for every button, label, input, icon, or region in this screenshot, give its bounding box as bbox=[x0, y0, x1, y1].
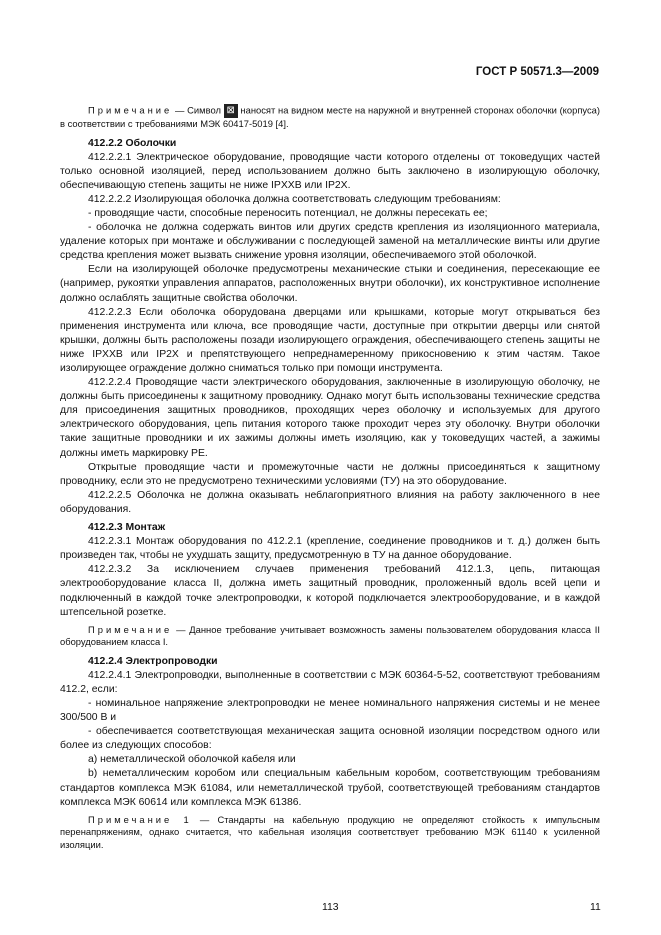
paragraph: a) неметаллической оболочкой кабеля или bbox=[88, 754, 296, 766]
paragraph: 412.2.2.2 Изолирующая оболочка должна соответствовать следующим требованиям: bbox=[88, 193, 501, 205]
document-body bbox=[60, 100, 600, 857]
paragraph: - проводящие части, способные переносить потенциал, не должны пересекать ее; bbox=[88, 207, 488, 219]
page-number: 113 bbox=[322, 902, 339, 913]
paragraph: b) неметаллическим коробом или специальным кабельным коробом, соответствующим требованиям стандартов комплекса МЭК 61084, или неметаллической трубой, соответствующей требованиям стандартов комплекса МЭК 60614 или комплекса МЭК 61386. bbox=[60, 768, 600, 808]
note: Примечание 1 — Стандарты на кабельную продукцию не определяют стойкость к импульсным перенапряжениям, однако считается, что кабельная изоляция соответствует требованию МЭК 61140 к усиленной изоляции. bbox=[60, 813, 600, 850]
section-heading: 412.2.4 Электропроводки bbox=[88, 655, 218, 667]
standard-header: ГОСТ Р 50571.3—2009 bbox=[475, 66, 599, 78]
paragraph: 412.2.2.3 Если оболочка оборудована дверцами или крышками, которые могут открываться без применения инструмента или ключа, все проводящие части, доступные при открытии дверцы или снятой крышки, должны быть расположены позади изолирующего ограждения, обеспечивающего степень защиты не ниже IPXXB или IP2X и препятствующего непреднамеренному прикосновению к этим частям. Такое изолирующее ограждение должно сниматься только при помощи инструмента. bbox=[60, 306, 600, 374]
paragraph: - номинальное напряжение электропроводки не менее номинального напряжения системы и не менее 300/500 В и bbox=[60, 697, 600, 724]
paragraph: 412.2.2.1 Электрическое оборудование, проводящие части которого отделены от токоведущих частей только основной изоляцией, перед использованием должно быть заключено в изолирующую оболочку, обеспечивающую степень защиты не ниже IPXXB или IP2X. bbox=[60, 151, 600, 191]
paragraph: Если на изолирующей оболочке предусмотрены механические стыки и соединения, пересекающие ее (например, рукоятки управления аппаратов, расположенных внутри оболочки), их конструктивное исполнение должно ослаблять защитные свойства оболочки. bbox=[60, 264, 600, 304]
paragraph: - обеспечивается соответствующая механическая защита основной изоляции посредством одного или более из следующих способов: bbox=[60, 726, 600, 752]
paragraph: 412.2.2.4 Проводящие части электрического оборудования, заключенные в изолирующую оболочку, не должны быть присоединены к защитному проводнику. Однако могут быть использованы технические средства для присоединения защитных проводников, проходящих через оболочку и используемых для другого электрического оборудования, цепь питания которого также проходит через эту оболочку. Внутри оболочки такие защитные проводники и их зажимы должны иметь изоляцию, как у токоведущих частей, а зажимы должны иметь маркировку PE. bbox=[60, 377, 600, 459]
note: Примечание — Символ ⊠ наносят на видном месте на наружной и внутренней сторонах оболочки (корпуса) в соответствии с требованиями МЭК 60417-5019 [4]. bbox=[60, 104, 601, 129]
note: Примечание — Данное требование учитывает возможность замены пользователем оборудования класса II оборудованием класса I. bbox=[60, 623, 600, 648]
page-number-right: 11 bbox=[590, 902, 601, 913]
paragraph: Открытые проводящие части и промежуточные части не должны присоединяться к защитному проводнику, если это не предусмотрено техническими условиями (ТУ) на это оборудование. bbox=[60, 461, 600, 487]
paragraph: 412.2.3.1 Монтаж оборудования по 412.2.1 (крепление, соединение проводников и т. д.) должен быть произведен так, чтобы не ухудшать защиту, предусмотренную в ТУ на данное оборудование. bbox=[60, 536, 600, 562]
class-ii-prohibition-symbol-icon: ⊠ bbox=[224, 104, 238, 118]
paragraph: 412.2.3.2 За исключением случаев применения требований 412.1.3, цепь, питающая электрооборудование класса II, должна иметь защитный проводник, проложенный вдоль всей цепи и подключенный в каждой точке электропроводки, к которой подключается электрооборудование, и в каждой штепсельной розетке. bbox=[60, 564, 600, 618]
paragraph: 412.2.2.5 Оболочка не должна оказывать неблагоприятного влияния на работу заключенного в нее оборудования. bbox=[60, 489, 600, 515]
paragraph: - оболочка не должна содержать винтов или других средств крепления из изоляционного материала, удаление которых при монтаже и обслуживании с последующей заменой на металлические винты или другие средства крепления может вызвать снижение уровня изоляции, обеспечиваемого этой оболочкой. bbox=[60, 222, 600, 262]
paragraph: 412.2.4.1 Электропроводки, выполненные в соответствии с МЭК 60364-5-52, соответствуют требованиям 412.2, если: bbox=[60, 669, 600, 695]
section-heading: 412.2.2 Оболочки bbox=[88, 137, 177, 149]
section-heading: 412.2.3 Монтаж bbox=[88, 522, 166, 534]
